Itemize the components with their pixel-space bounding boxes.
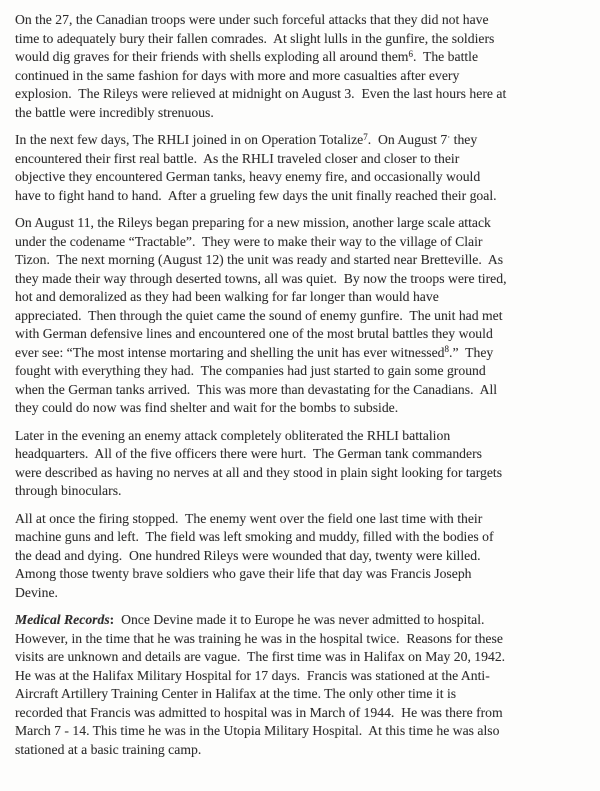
text-segment: stationed at a basic training camp. (15, 741, 202, 757)
text-line (15, 104, 578, 123)
text-segment: recorded that Francis was admitted to hospital was in March of 1944. He was there from (15, 704, 503, 720)
text-segment: . On August 7 (367, 132, 448, 147)
text-line (15, 214, 578, 233)
text-line (15, 11, 578, 30)
text-line (15, 704, 578, 723)
text-segment: would dig graves for their friends with shells exploding all around them (15, 49, 409, 64)
text-segment: ever see: “The most intense mortaring and shelling the unit has ever witnessed (15, 344, 445, 360)
text-segment: appreciated. Then through the quiet came the sound of enemy gunfire. The unit had met (15, 307, 503, 323)
text-segment: Tizon. The next morning (August 12) the unit was ready and started near Bretteville. As (15, 252, 504, 267)
text-segment: explosion. The Rileys were relieved at midnight on August 3. Even the last hours here at (15, 86, 507, 101)
bold-text: : (109, 612, 115, 627)
text-line (15, 528, 578, 547)
text-segment: have to fight hand to hand. After a grueling few days the unit finally reached their goal. (15, 187, 497, 203)
superscript-footnote-marker: · (447, 131, 451, 142)
text-segment: Among those twenty brave soldiers who gave their life that day was Francis Joseph (15, 566, 472, 581)
bold-italic-heading: Medical Records (15, 612, 110, 627)
text-line (15, 482, 578, 501)
text-line (15, 611, 578, 630)
text-line (15, 270, 578, 289)
text-segment: However, in the time that he was training he was in the hospital twice. Reasons for these (15, 630, 503, 646)
paragraph (15, 11, 578, 122)
text-line (15, 741, 578, 760)
text-segment: the dead and dying. One hundred Rileys were wounded that day, twenty were killed. (15, 547, 481, 563)
text-line (15, 344, 578, 363)
text-segment: Aircraft Artillery Training Center in Halifax at the time. The only other time it is (15, 686, 457, 701)
superscript-footnote-marker: 8 (444, 344, 450, 354)
text-line (15, 685, 578, 704)
text-line (15, 427, 578, 446)
text-line (15, 67, 578, 86)
text-line (15, 362, 578, 381)
text-line (15, 168, 578, 187)
text-line (15, 648, 578, 667)
text-line (15, 667, 578, 686)
text-line (15, 85, 578, 104)
text-segment: were described as having no nerves at all and they stood in plain sight looking for targets (15, 464, 503, 480)
text-line (15, 399, 578, 418)
text-segment: Once Devine made it to Europe he was never admitted to hospital. (114, 612, 485, 627)
text-segment: when the German tanks arrived. This was more than devastating for the Canadians. All (15, 381, 498, 397)
text-segment: they (450, 132, 478, 147)
text-segment: fought with everything they had. The companies had just started to gain some ground (15, 363, 486, 378)
text-segment: visits are unknown and details are vague. The first time was in Halifax on May 20, 1942. (15, 649, 506, 664)
text-line (15, 445, 578, 464)
text-segment: On the 27, the Canadian troops were under such forceful attacks that they did not have (15, 12, 489, 27)
text-segment: continued in the same fashion for days with more and more casualties after every (15, 67, 460, 83)
text-segment: objective they encountered German tanks, heavy enemy fire, and occasionally would (15, 169, 481, 184)
text-segment: All at once the firing stopped. The enemy went over the field one last time with their (15, 510, 483, 526)
text-line (15, 307, 578, 326)
text-segment: with German defensive lines and encountered one of the most brutal battles they would (15, 326, 493, 341)
text-segment: the battle were incredibly strenuous. (15, 104, 214, 120)
text-segment: encountered their first real battle. As the RHLI traveled closer and closer to their (15, 150, 460, 166)
text-line (15, 584, 578, 603)
superscript-footnote-marker: 7 (363, 131, 368, 142)
text-line (15, 251, 578, 270)
text-line (15, 547, 578, 566)
paragraph (15, 131, 578, 205)
text-segment: machine guns and left. The field was left smoking and muddy, filled with the bodies of (15, 529, 494, 544)
paragraph (15, 214, 578, 418)
text-line (15, 48, 578, 67)
text-segment: Later in the evening an enemy attack completely obliterated the RHLI battalion (15, 427, 451, 443)
document-body (15, 11, 578, 759)
text-line (15, 187, 578, 206)
text-line (15, 325, 578, 344)
paragraph (15, 611, 578, 759)
text-segment: time to adequately bury their fallen comrades. At slight lulls in the gunfire, the soldiers (15, 30, 495, 46)
text-segment: headquarters. All of the five officers there were hurt. The German tank commanders (15, 446, 482, 461)
text-line (15, 510, 578, 529)
text-segment: hot and demoralized as they had been walking for far longer than would have (15, 289, 439, 304)
text-line (15, 150, 578, 169)
text-line (15, 722, 578, 741)
text-line (15, 381, 578, 400)
text-segment: On August 11, the Rileys began preparing for a new mission, another large scale attack (15, 215, 491, 230)
text-segment: through binoculars. (15, 483, 122, 498)
text-segment: .” They (449, 344, 494, 360)
text-segment: He was at the Halifax Military Hospital for 17 days. Francis was stationed at the Anti- (15, 667, 490, 683)
text-line (15, 131, 578, 150)
text-segment: Devine. (15, 584, 58, 600)
text-segment: March 7 - 14. This time he was in the Utopia Military Hospital. At this time he was also (15, 723, 500, 738)
text-line (15, 464, 578, 483)
text-segment: they made their way through deserted towns, all was quiet. By now the troops were tired, (15, 270, 507, 286)
text-line (15, 30, 578, 49)
superscript-footnote-marker: 6 (408, 48, 413, 59)
text-line (15, 630, 578, 649)
text-segment: . The battle (412, 49, 479, 64)
paragraph (15, 427, 578, 501)
text-segment: In the next few days, The RHLI joined in on Operation Totalize (15, 132, 364, 147)
text-line (15, 565, 578, 584)
text-line (15, 288, 578, 307)
text-line (15, 233, 578, 252)
text-segment: under the codename “Tractable”. They were to make their way to the village of Clair (15, 233, 483, 249)
paragraph (15, 510, 578, 603)
text-segment: they could do now was find shelter and wait for the bombs to subside. (15, 400, 399, 415)
